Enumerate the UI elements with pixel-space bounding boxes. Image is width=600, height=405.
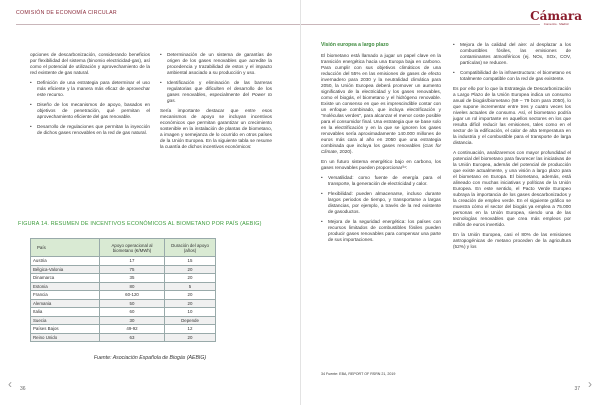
table-cell: Italia bbox=[31, 308, 100, 317]
vision-paragraph: El biometano está llamado a jugar un papel clave en la transición energética hacia una Europa baja en carbono. Para cumplir con sus objetivos climáticos de una reducción del 55% en las emisiones de gases de efecto invernadero para 2030 y la neutralidad climática para 2050, la Unión Europea deberá promover un aumento significativo de la electricidad y los gases renovables, como el biogás, el biometano y el hidrógeno renovable. Existe un consenso en que es imprescindible contar con un enfoque combinado, que incluya electrificación y "moléculas verdes", para alcanzar el menor coste posible para el consumidor final. Una estrategia que se base solo en la electrificación y en la que se ignoren los gases renovables sería aproximadamente 140.000 millones de euros más cara al año en 2050 que una estrategia combinada que incluya los gases renovables (Gas for Climate, 2020). bbox=[321, 53, 442, 154]
right-column-2 bbox=[453, 42, 571, 254]
table-cell: 5 bbox=[165, 282, 216, 291]
list-item: • Determinación de un sistema de garantías de origen de los gases renovables que acredite la procedencia y trazabilidad de estos y el impacto ambiental asociado a su producción y uso. bbox=[160, 52, 272, 76]
table-cell: Dinamarca bbox=[31, 274, 100, 283]
page-header bbox=[0, 0, 300, 28]
page-header-right bbox=[301, 0, 600, 28]
table-cell: Reino Unido bbox=[31, 333, 100, 342]
left-column-2 bbox=[160, 52, 272, 154]
list-item: • Diseño de los mecanismos de apoyo, basados en objetivos de penetración, qué permitan el aprovechamiento eficiente del gas renovable. bbox=[30, 102, 150, 120]
section-title: Visión europea a largo plazo bbox=[321, 42, 389, 48]
table-row bbox=[31, 316, 216, 325]
column-header: País bbox=[31, 239, 100, 257]
table-cell: 60 bbox=[100, 308, 165, 317]
list-item: • Mejora de la seguridad energética: los países con recursos limitados de combustibles fósiles pueden producir gases renovables para compensar una parte de sus importaciones. bbox=[321, 219, 441, 243]
table-row bbox=[31, 282, 216, 291]
table-cell: 17 bbox=[100, 257, 165, 266]
list-item: • Compatibilidad de la infraestructura: el biometano es totalmente compatible con la red de gas existente. bbox=[453, 70, 571, 82]
table-cell: Depende bbox=[165, 316, 216, 325]
table-cell: 10 bbox=[165, 308, 216, 317]
footnote: 34 Fuente: EBA, REPORT OF RSRN 21, 2019 bbox=[321, 372, 396, 376]
header-rule bbox=[301, 24, 540, 25]
logo-text: Cámara bbox=[530, 9, 582, 23]
table-cell: 80 bbox=[100, 282, 165, 291]
analysis-paragraph: A continuación, analizaremos con mayor profundidad el potencial del biometano para favorecer las iniciativas de la Unión Europea, además del potencial de producción que existe actualmente, y una visión a largo plazo para el biometano en Europa. El biometano, además, está alineado con muchas iniciativas y políticas de la Unión Europea. En este sentido, el Pacto Verde Europeo subraya la importancia de los gases descarbonizados y la creación de empleo verde. En el siguiente gráfico se muestra cómo el sector del biogás ya emplea a 75.000 personas en la Unión Europea, siendo una de las tecnologías renovables que crea más empleos por millón de euros invertido. bbox=[453, 150, 571, 227]
logo-subtitle: Comercio · Madrid bbox=[543, 22, 569, 26]
left-column-1 bbox=[30, 52, 150, 140]
incentives-table bbox=[30, 238, 216, 342]
table-row bbox=[31, 291, 216, 300]
benefits-bullets bbox=[321, 175, 441, 243]
left-col2-bullets bbox=[160, 52, 272, 104]
list-item: • Desarrollo de regulaciones que permitan la inyección de dichos gases renovables en la red de gas natural. bbox=[30, 124, 150, 136]
table-cell: Estonia bbox=[31, 282, 100, 291]
table-row bbox=[31, 325, 216, 334]
incentives-paragraph: Sería importante destacar que entre esos mecanismos de apoyo se incluyan incentivos económicos que permitan garantizar un crecimiento sostenible en la instalación de plantas de biometano, a imagen y semejanza de lo ocurrido en otros países de la Unión Europea. En la siguiente tabla se resume la cuantía de dichos incentivos económicos: bbox=[160, 108, 272, 149]
power-to-gas-term: Power to gas. bbox=[167, 92, 273, 103]
camara-logo bbox=[530, 10, 582, 26]
right-page bbox=[300, 0, 600, 405]
table-cell: 35 bbox=[100, 274, 165, 283]
list-item: • Versatilidad: como fuente de energía para el transporte, la generación de electricidad y calor. bbox=[321, 175, 441, 187]
methane-paragraph: En la Unión Europea, casi el 80% de las emisiones antropogénicas de metano proceden de la agricultura (52%) y los bbox=[453, 232, 571, 249]
left-col1-bullets bbox=[30, 80, 150, 136]
header-title: COMISIÓN DE ECONOMÍA CIRCULAR bbox=[16, 10, 117, 16]
right-column-1 bbox=[321, 42, 441, 247]
table-row bbox=[31, 333, 216, 342]
list-item: • Identificación y eliminación de las barreras regulatorias que dificulten el desarrollo de los gases renovables, especialmente del Power to gas. bbox=[160, 80, 272, 104]
next-page-arrow-icon[interactable]: › bbox=[588, 377, 592, 391]
table-cell: 15 bbox=[165, 257, 216, 266]
table-header-row bbox=[31, 239, 216, 257]
table-cell: 20 bbox=[165, 333, 216, 342]
citation: Gas for Climate bbox=[321, 143, 442, 154]
intro-paragraph: opciones de descarbonización, considerando beneficios por flexibilidad del sistema (binomio electricidad-gas), así como el potencial de utilización y aprovechamiento de la red existente de gas natural. bbox=[30, 52, 150, 75]
table-cell: Suecia bbox=[31, 316, 100, 325]
column-header: Duración del apoyo (años) bbox=[165, 239, 216, 257]
figure-caption: FIGURA 14. RESUMEN DE INCENTIVOS ECONÓMICOS AL BIOMETANO POR PAÍS (AEBIG) bbox=[18, 221, 262, 227]
table-row bbox=[31, 257, 216, 266]
table-body bbox=[31, 257, 216, 342]
table-cell: Alemania bbox=[31, 299, 100, 308]
table-cell: Países Bajos bbox=[31, 325, 100, 334]
table-cell: 20 bbox=[165, 291, 216, 300]
table-row bbox=[31, 308, 216, 317]
table-row bbox=[31, 274, 216, 283]
table-cell: Austria bbox=[31, 257, 100, 266]
prev-page-arrow-icon[interactable]: ‹ bbox=[8, 377, 12, 391]
header-rule bbox=[16, 24, 300, 25]
table-cell: 12 bbox=[165, 325, 216, 334]
table-cell: 20 bbox=[165, 299, 216, 308]
list-item: • Flexibilidad: pueden almacenarse, incluso durante largos periodos de tiempo, y transportarse a largas distancias, por ejemplo, a través de la red existente de gasoductos. bbox=[321, 191, 441, 215]
table-cell: 20 bbox=[165, 274, 216, 283]
page-number-left: 36 bbox=[20, 386, 26, 392]
table-source: Fuente: Asociación Española de Biogás (AEBIG) bbox=[93, 355, 207, 361]
table-cell: 75 bbox=[100, 265, 165, 274]
list-item: • Mejora de la calidad del aire: al desplazar a los combustibles fósiles, las emisiones de contaminantes atmosféricos (ej. NOx, SOx, COV, partículas) se reducen. bbox=[453, 42, 571, 66]
table-row bbox=[31, 299, 216, 308]
column-header: Apoyo operacional al biometano (€/MWh) bbox=[100, 239, 165, 257]
table-cell: 60-120 bbox=[100, 291, 165, 300]
right-col2-bullets bbox=[453, 42, 571, 82]
table-row bbox=[31, 265, 216, 274]
list-item: • Definición de una estrategia para determinar el uso más eficiente y la manera más eficaz de aprovechar este recurso. bbox=[30, 80, 150, 98]
table-cell: 50 bbox=[100, 299, 165, 308]
table-cell: 63 bbox=[100, 333, 165, 342]
page-number-right: 37 bbox=[574, 386, 580, 392]
table-cell: 30 bbox=[100, 316, 165, 325]
table-cell: Bélgica-Valonia bbox=[31, 265, 100, 274]
table-cell: Francia bbox=[31, 291, 100, 300]
strategy-paragraph: Es por ello por lo que la Estrategia de Descarbonización a Largo Plazo de la Unión Europea indica un consumo anual de biogás/biometano (59 – 79 bcm para 2050), lo que supone incrementar entre tres y cuatro veces los niveles actuales de consumo. Así, el biometano podría jugar un rol importante en aquellos sectores en los que resulta difícil reducir las emisiones, tales como en el sector de la edificación, el calor de alta temperatura en la industria y el combustible para el transporte de larga distancia. bbox=[453, 86, 571, 145]
table-cell: 49-92 bbox=[100, 325, 165, 334]
table-cell: 20 bbox=[165, 265, 216, 274]
future-paragraph: En un futuro sistema energético bajo en carbono, los gases renovables pueden proporcionar³⁴: bbox=[321, 159, 441, 170]
